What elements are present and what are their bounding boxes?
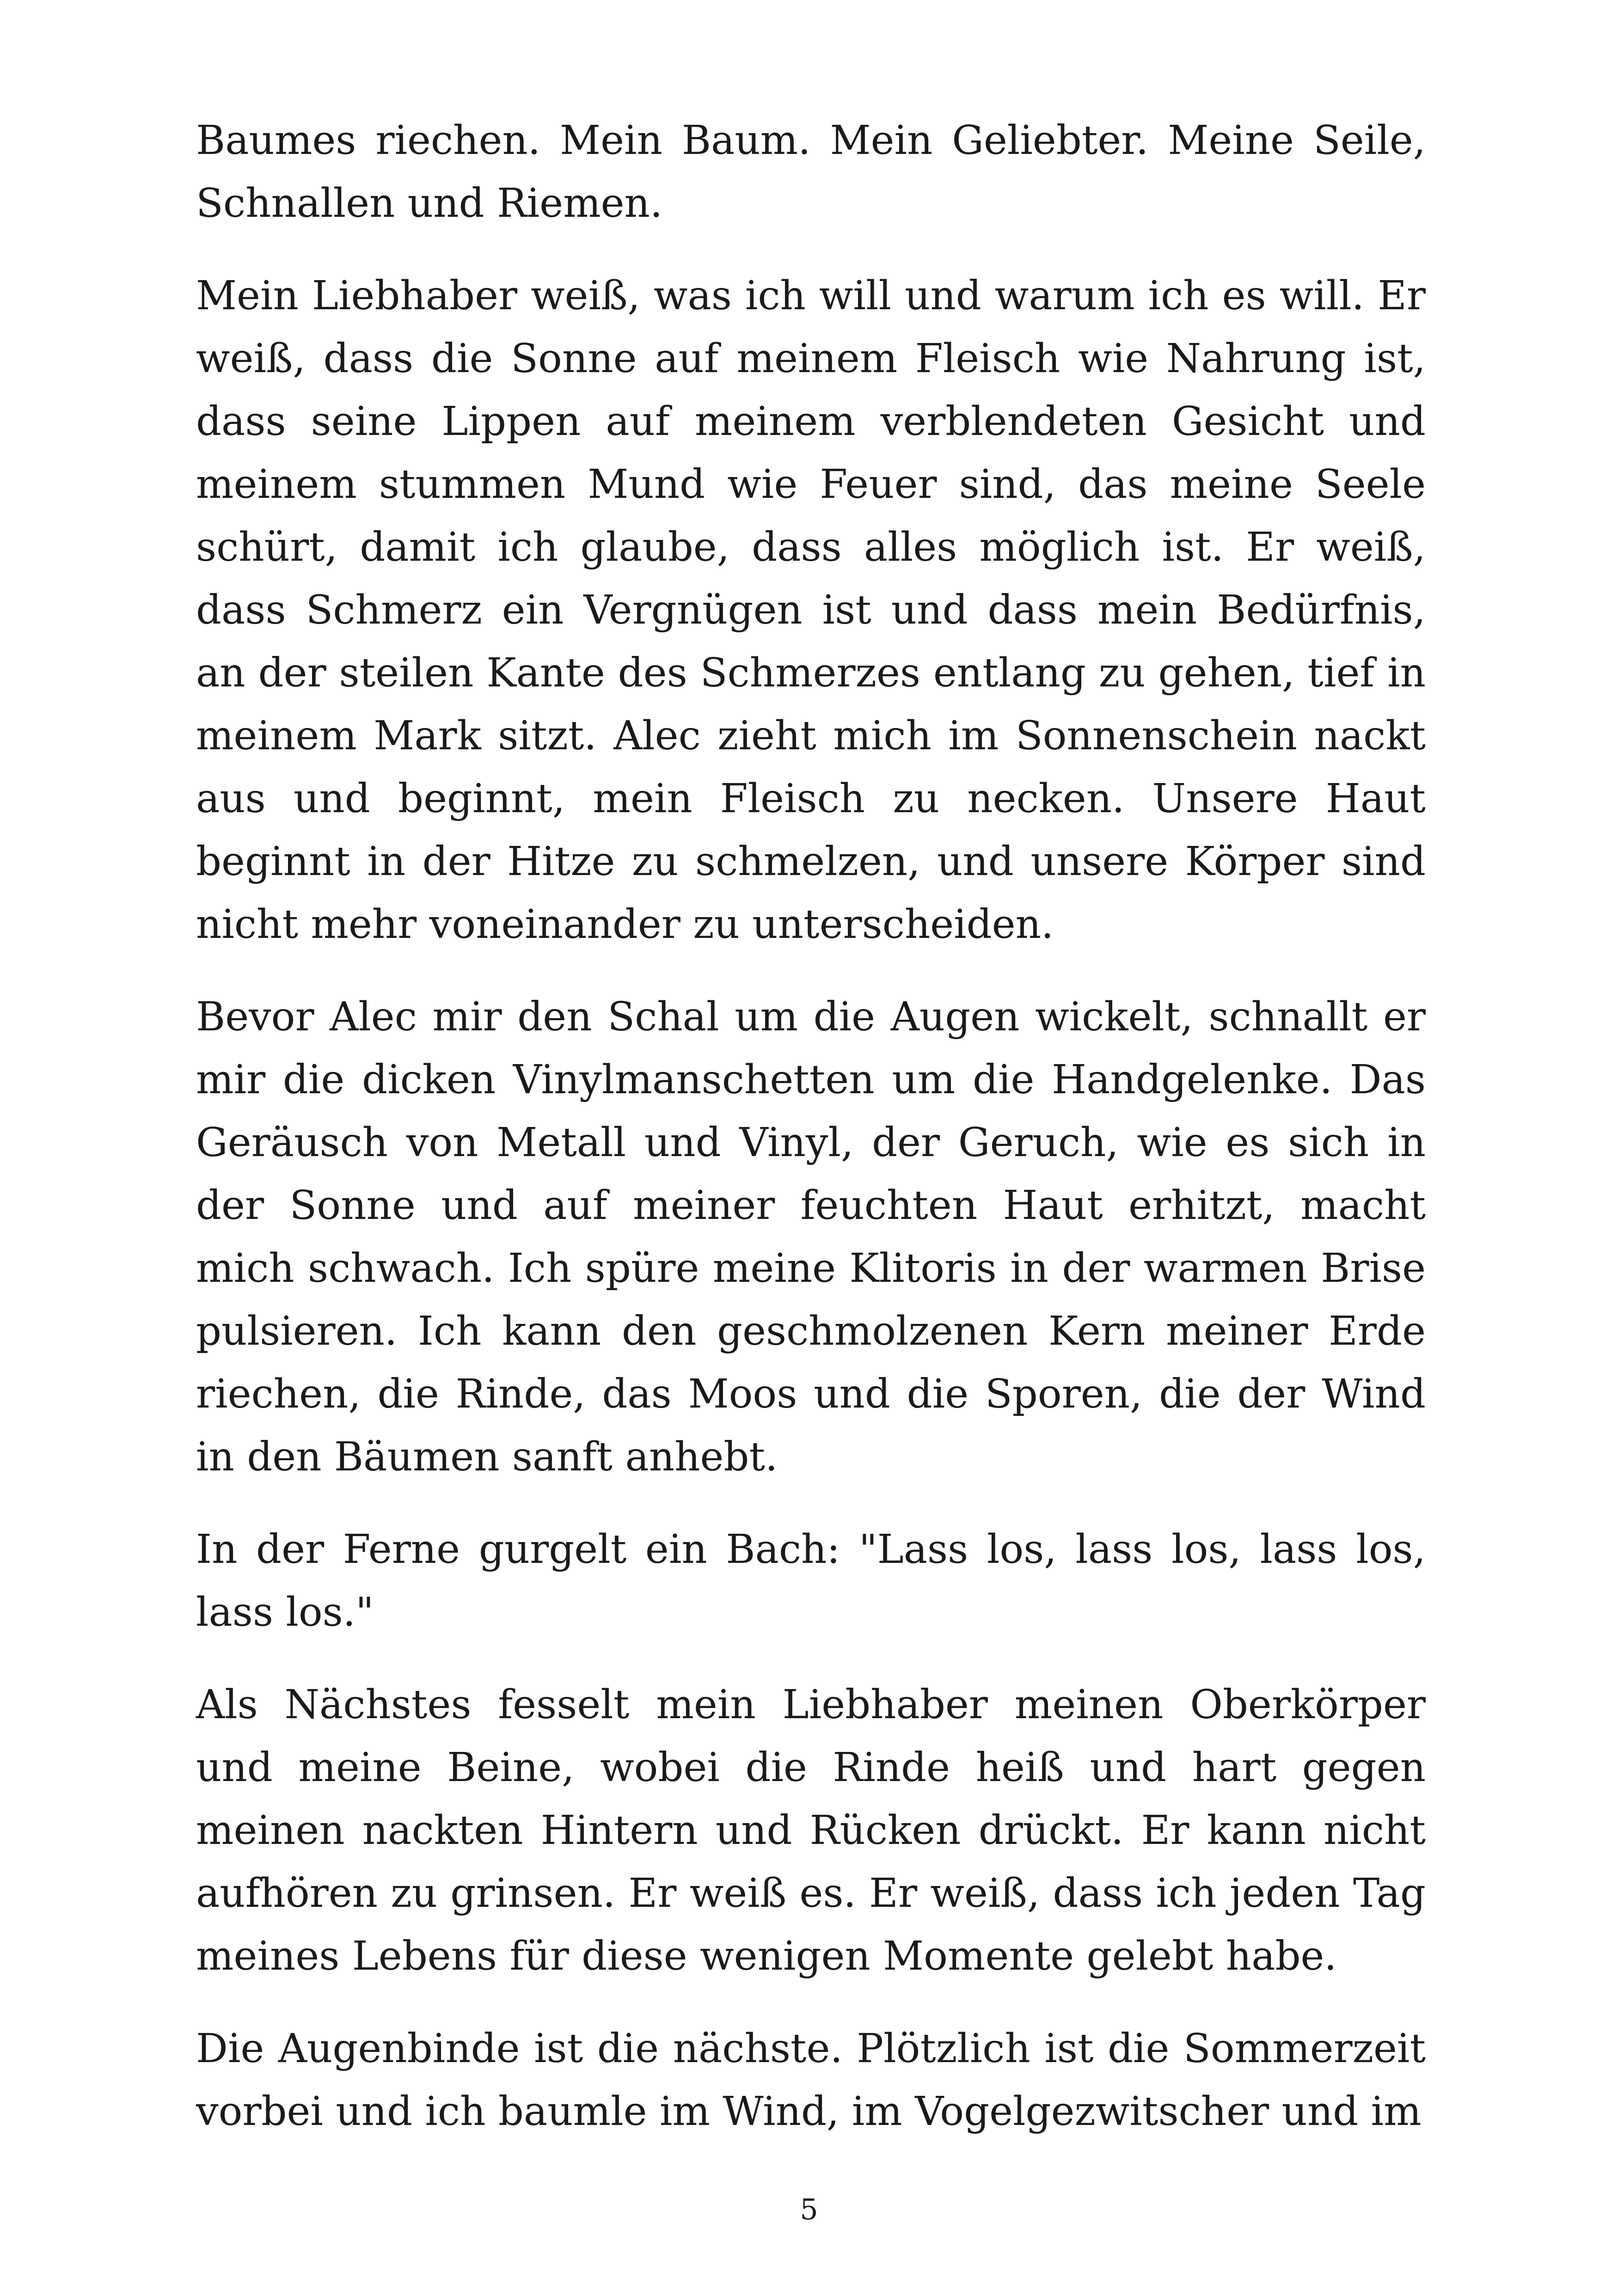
paragraph-2: Mein Liebhaber weiß, was ich will und warum ich es will. Er weiß, dass die Sonne auf meinem Fleisch wie Nahrung ist, dass seine Lippen auf meinem verblendeten Gesicht und meinem stummen Mund wie Feuer sind, das meine Seele schürt, damit ich glaube, dass alles möglich ist. Er weiß, dass Schmerz ein Vergnügen ist und dass mein Bedürfnis, an der steilen Kante des Schmerzes entlang zu gehen, tief in meinem Mark sitzt. Alec zieht mich im Sonnenschein nackt aus und beginnt, mein Fleisch zu necken. Unsere Haut beginnt in der Hitze zu schmelzen, und unsere Körper sind nicht mehr voneinander zu unterscheiden.	[196, 273, 1426, 948]
body-text	[196, 109, 1426, 2173]
paragraph-3: Bevor Alec mir den Schal um die Augen wickelt, schnallt er mir die dicken Vinylmanschetten um die Handgelenke. Das Geräusch von Metall und Vinyl, der Geruch, wie es sich in der Sonne und auf meiner feuchten Haut erhitzt, macht mich schwach. Ich spüre meine Klitoris in der warmen Brise pulsieren. Ich kann den geschmolzenen Kern meiner Erde riechen, die Rinde, das Moos und die Sporen, die der Wind in den Bäumen sanft anhebt.	[196, 994, 1426, 1480]
paragraph-1: Baumes riechen. Mein Baum. Mein Geliebter. Meine Seile, Schnallen und Riemen.	[196, 117, 1426, 227]
paragraph-5: Als Nächstes fesselt mein Liebhaber meinen Oberkörper und meine Beine, wobei die Rinde heiß und hart gegen meinen nackten Hintern und Rücken drückt. Er kann nicht aufhören zu grinsen. Er weiß es. Er weiß, dass ich jeden Tag meines Lebens für diese wenigen Momente gelebt habe.	[196, 1682, 1426, 1979]
page-number: 5	[800, 2192, 818, 2226]
paragraph-4: In der Ferne gurgelt ein Bach: "Lass los, lass los, lass los, lass los."	[196, 1526, 1426, 1635]
paragraph-6: Die Augenbinde ist die nächste. Plötzlich ist die Sommerzeit vorbei und ich baumle im Wind, im Vogelgezwitscher und im	[196, 2026, 1426, 2135]
